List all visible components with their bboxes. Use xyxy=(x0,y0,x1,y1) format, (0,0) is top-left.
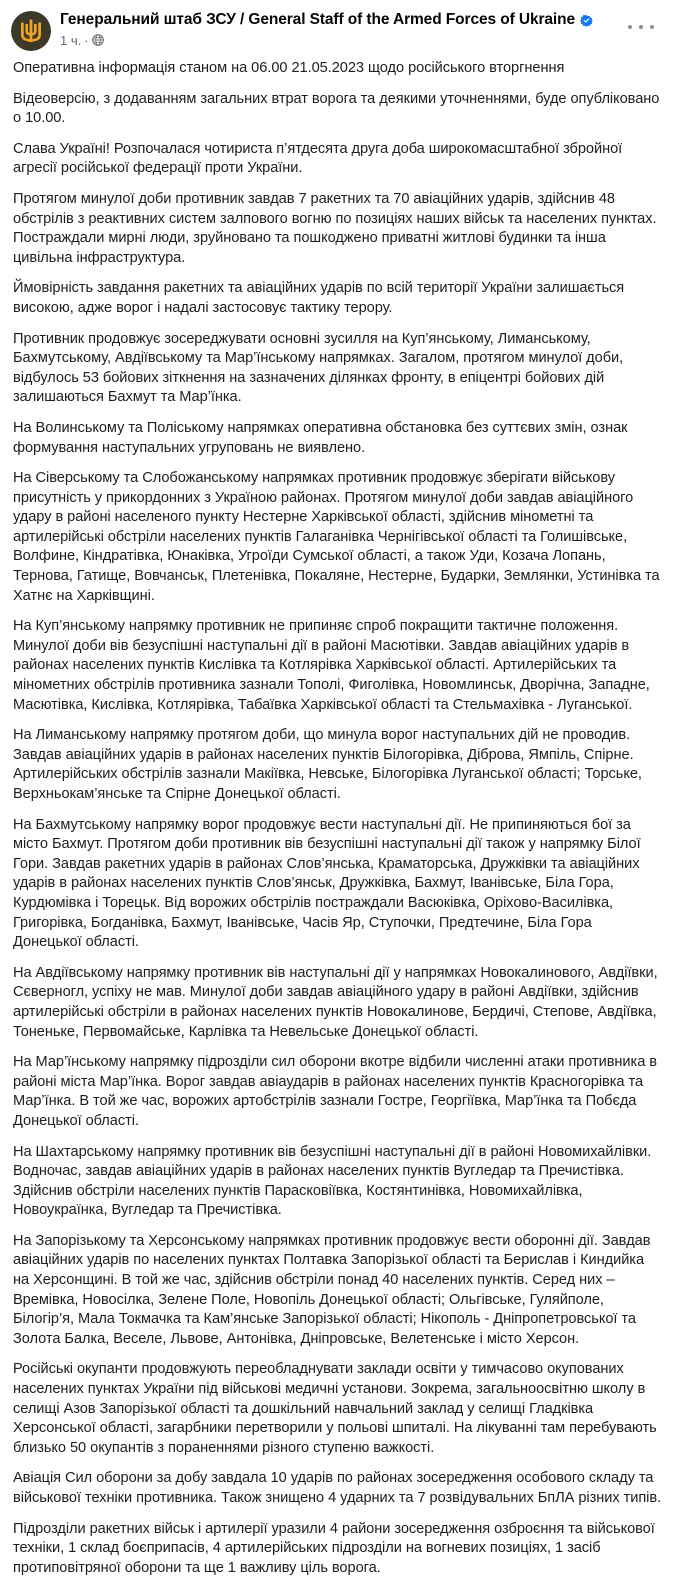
post-paragraph: На Запорізькому та Херсонському напрямках противник продовжує вести оборонні дії. Завдав авіаційних ударів по населених пунктах Полтавка Запорізької області та Берислав і Киндийка на Херсонщині. В той же час, здійснив обстріли понад 40 населених пунктів. Серед них – Времівка, Новосілка, Зелене Поле, Новопіль Донецької області; Ольгівське, Гуляйполе, Білогір’я, Мала Токмачка та Кам’янське Запорізької області; Нікополь - Дніпропетровської та Золота Балка, Веселе, Львове, Антонівка, Дніпровське, Велетенське і місто Херсон. xyxy=(13,1232,651,1347)
globe-icon[interactable] xyxy=(92,34,104,46)
post-header xyxy=(0,0,674,53)
more-options-icon[interactable] xyxy=(628,22,654,32)
dot-3 xyxy=(650,25,654,29)
post-paragraph: На Шахтарському напрямку противник вів безуспішні наступальні дії в районі Новомихайлівки. Водночас, завдав авіаційних ударів в районах населених пунктів Вугледар та Пречистівка. Здійснив обстріли населених пунктів Парасковіївка, Костянтинівка, Новомихайлівка, Новоукраїнка, Вугледар та Пречистівка. xyxy=(13,1143,652,1219)
dot-2 xyxy=(639,25,643,29)
ukraine-trident-icon xyxy=(19,18,43,44)
verified-badge-icon xyxy=(580,14,593,27)
dot-1 xyxy=(628,25,632,29)
page-name-link[interactable]: Генеральний штаб ЗСУ / General Staff of the Armed Forces of Ukraine xyxy=(60,11,576,28)
post-paragraph: Слава Україні! Розпочалася чотириста п’ятдесята друга доба широкомасштабної збройної агресії російської федерації проти України. xyxy=(13,140,623,177)
post-paragraph: Протягом минулої доби противник завдав 7 ракетних та 70 авіаційних ударів, здійснив 48 обстрілів з реактивних систем залпового вогню по позиціях наших військ та населених пунктах. Постраждали мирні люди, зруйновано та пошкоджено приватні житлові будинки та інша цивільна інфраструктура. xyxy=(13,190,657,266)
post-timestamp[interactable]: 1 ч. xyxy=(60,32,82,48)
post-paragraph: Оперативна інформація станом на 06.00 21.05.2023 щодо російського вторгнення xyxy=(13,60,565,76)
post-paragraph: На Мар’їнському напрямку підрозділи сил оборони вкотре відбили численні атаки противника в районі міста Мар’їнка. Ворог завдав авіаударів в районах населених пунктів Красногорівка та Мар’їнка. В той же час, ворожих артобстрілів зазнали Гостре, Георгіївка, Мар’їнка та Побєда Донецької області. xyxy=(13,1054,657,1129)
post-paragraph: На Авдіївському напрямку противник вів наступальні дії у напрямках Новокалинового, Авдіївки, Сєверногл, успіху не мав. Минулої доби завдав авіаційного удару в районі Авдіївки, здійснив артилерійські обстріли в районах населених пунктів Новокалинове, Бердичі, Степове, Авдіївка, Тоненьке, Первомайське, Карлівка та Невельське Донецької області. xyxy=(13,964,658,1040)
page-name-row xyxy=(60,11,662,30)
post-paragraph: Противник продовжує зосереджувати основні зусилля на Куп’янському, Лиманському, Бахмутському, Авдіївському та Мар’їнському напрямках. Загалом, протягом минулої доби, відбулось 53 бойових зіткнення на зазначених ділянках фронту, в епіцентрі бойових дій залишаються Бахмут та Мар’їнка. xyxy=(13,330,624,406)
post-paragraph: На Куп’янському напрямку противник не припиняє спроб покращити тактичне положення. Минулої доби вів безуспішні наступальні дії в районі Масютівки. Завдав авіаційних ударів в районах населених пунктів Кислівка та Котлярівка Харківської області. Артилерійських та мінометних обстрілів противника зазнали Тополі, Фиголівка, Новомлинськ, Дворічна, Западне, Масютівка, Кислівка, Котлярівка, Табаївка Харківської області та Стельмахівка - Луганської. xyxy=(13,618,650,713)
post-paragraph: Авіація Сил оборони за добу завдала 10 ударів по районах зосередження особового складу та військової техніки противника. Також знищено 4 ударних та 7 розвідувальних БпЛА різних типів. xyxy=(13,1470,662,1506)
avatar[interactable] xyxy=(11,11,51,51)
post-message-body xyxy=(0,53,674,1588)
post-paragraph: На Сіверському та Слобожанському напрямках противник продовжує зберігати військову присутність у прикордонних з Україною районах. Протягом минулої доби завдав авіаційного удару в районі населеного пункту Нестерне Харківської області, здійснив мінометні та артилерійські обстріли населених пунктів Галаганівка Чернігівської області та Голишівське, Волфине, Кіндратівка, Юнаківка, Угроїди Сумської області, а також Уди, Козача Лопань, Тернова, Гатище, Вовчанськ, Плетенівка, Покаляне, Нестерне, Бударки, Землянки, Устинівка та Хатнє на Харківщині. xyxy=(13,470,660,604)
post-paragraph: На Лиманському напрямку протягом доби, що минула ворог наступальних дій не проводив. Завдав авіаційних ударів в районах населених пунктів Білогорівка, Діброва, Ямпіль, Спірне. Артилерійських обстрілів зазнали Макіївка, Невське, Білогорівка Луганської області; Торське, Верхньокам’янське та Спірне Донецької області. xyxy=(13,727,642,802)
post-paragraph: На Волинському та Поліському напрямках оперативна обстановка без суттєвих змін, ознак формування наступальних угруповань не виявлено. xyxy=(13,419,628,456)
post-paragraph: Відеоверсію, з додаванням загальних втрат ворога та деякими уточненнями, буде опубліковано о 10.00. xyxy=(13,90,660,127)
post-author-block xyxy=(60,10,662,48)
post-paragraph: Підрозділи ракетних військ і артилерії уразили 4 райони зосередження озброєння та військової техніки, 1 склад боєприпасів, 4 артилерійських підрозділи на вогневих позиціях, 1 засіб протиповітряної оборони та ще 1 важливу ціль ворога. xyxy=(13,1520,655,1576)
post-paragraph: Російські окупанти продовжують переобладнувати заклади освіти у тимчасово окупованих населених пунктах України під військові медичні установи. Зокрема, загальноосвітню школу в селищі Азов Запорізької області та дошкільний навчальний заклад у селищі Гладківка Херсонської області, загарбники перетворили у польові шпиталі. На лікуванні там перебувають близько 50 окупантів з пораненнями різного ступеню важкості. xyxy=(13,1361,657,1456)
post-paragraph: Ймовірність завдання ракетних та авіаційних ударів по всій території України залишається високою, адже ворог і надалі застосовує тактику терору. xyxy=(13,280,625,316)
meta-separator: · xyxy=(84,32,89,48)
post-meta xyxy=(60,33,662,49)
post-paragraph: На Бахмутському напрямку ворог продовжує вести наступальні дії. Не припиняються бої за місто Бахмут. Протягом доби противник вів безуспішні наступальні дії також у напрямку Білої Гори. Завдав ракетних ударів в районах Слов’янська, Краматорська, Дружківки та авіаційних ударів в районах населених пунктів Слов’янськ, Дружківка, Бахмут, Іванівське, Біла Гора, Курдюмівка і Торецьк. Від ворожих обстрілів постраждали Васюківка, Оріхово-Василівка, Григорівка, Богданівка, Бахмут, Іванівське, Часів Яр, Ступочки, Предтечине, Біла Гора Донецької області. xyxy=(13,816,641,951)
